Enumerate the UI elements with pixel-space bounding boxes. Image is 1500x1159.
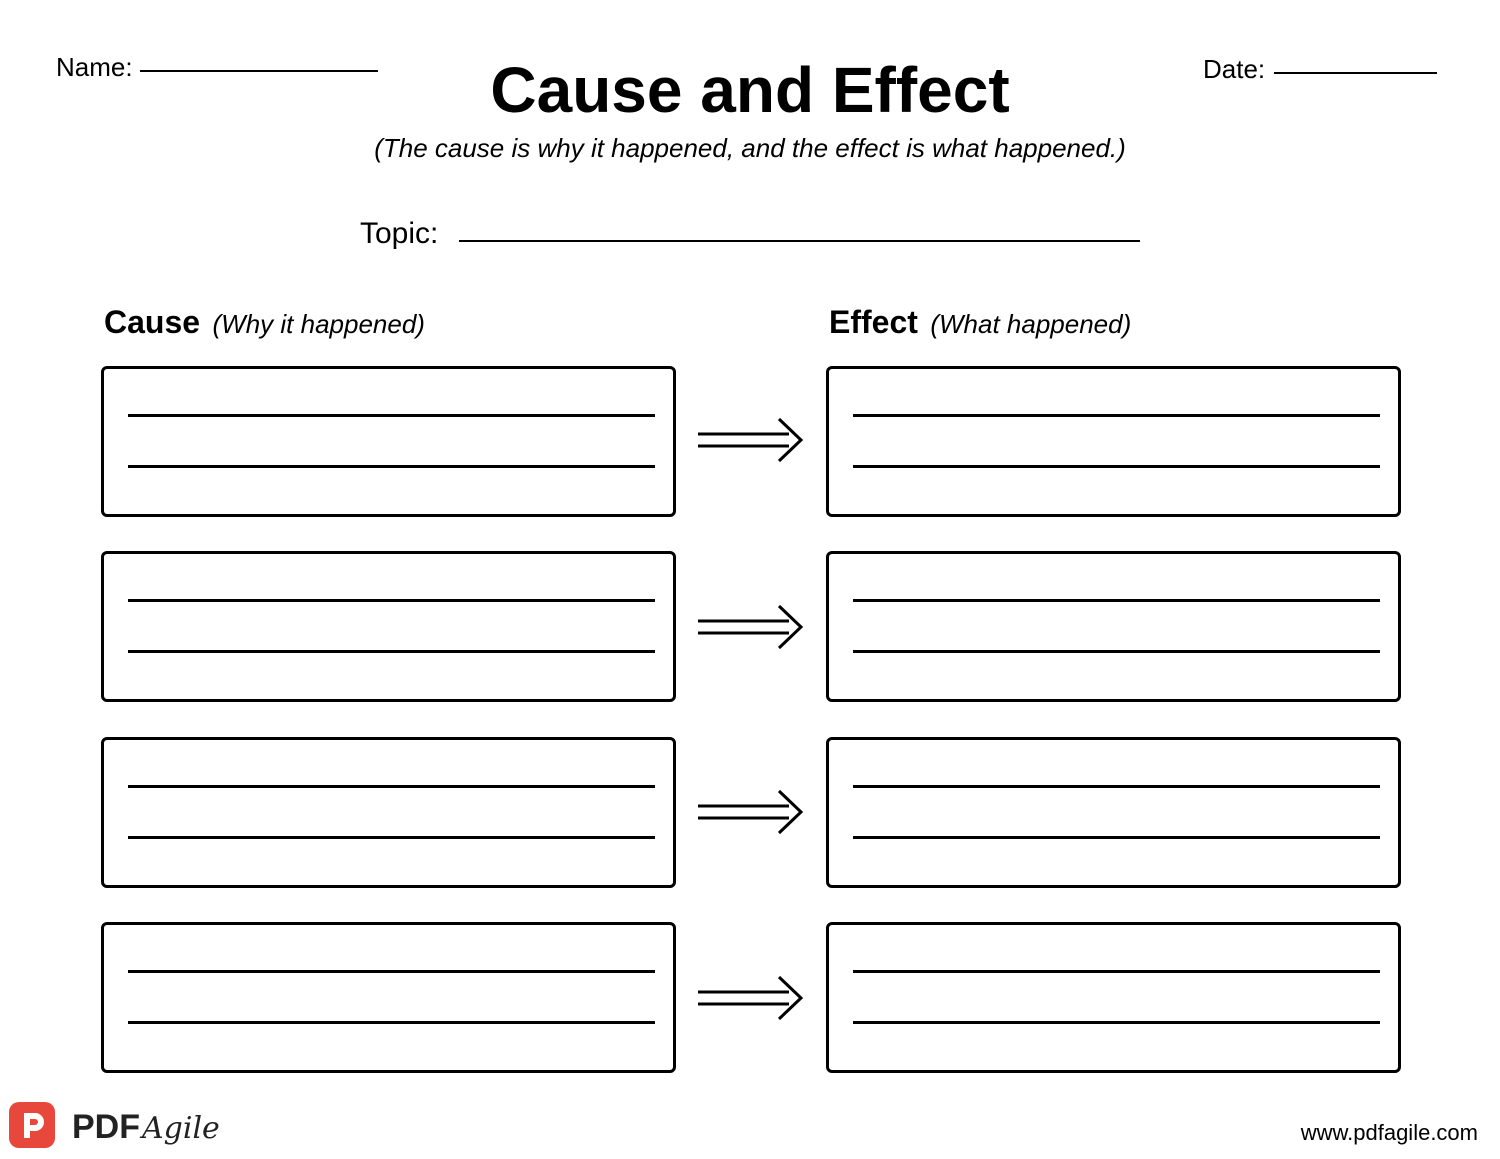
cause-box-4[interactable]: [101, 922, 676, 1073]
page-subtitle: (The cause is why it happened, and the effect is what happened.): [374, 133, 1126, 163]
topic-field-line[interactable]: [459, 240, 1140, 242]
double-arrow-right-icon: [697, 602, 807, 652]
cause-heading-group: [104, 306, 425, 338]
cause-box-1[interactable]: [101, 366, 676, 517]
writing-line: [853, 785, 1380, 788]
brand-wordmark: [72, 1110, 220, 1144]
effect-heading: Effect: [829, 304, 918, 340]
writing-line: [128, 414, 655, 417]
topic-label: Topic:: [360, 217, 439, 250]
cause-heading: Cause: [104, 304, 201, 340]
double-arrow-right-icon: [697, 973, 807, 1023]
date-field-line[interactable]: [1274, 72, 1437, 74]
writing-line: [853, 836, 1380, 839]
writing-line: [128, 970, 655, 973]
effect-box-2[interactable]: [826, 551, 1401, 702]
effect-box-4[interactable]: [826, 922, 1401, 1073]
writing-line: [128, 650, 655, 653]
writing-line: [853, 650, 1380, 653]
cause-box-2[interactable]: [101, 551, 676, 702]
writing-line: [853, 414, 1380, 417]
footer-url: www.pdfagile.com: [1300, 1120, 1478, 1145]
writing-line: [853, 599, 1380, 602]
writing-line: [128, 599, 655, 602]
writing-line: [128, 1021, 655, 1024]
name-label: Name:: [56, 52, 133, 82]
pdfagile-logo-icon: [9, 1102, 55, 1148]
page-title: Cause and Effect: [490, 54, 1010, 126]
writing-line: [128, 836, 655, 839]
date-label: Date:: [1203, 54, 1266, 84]
effect-heading-group: [829, 306, 1131, 338]
brand-wordmark-bold: PDF: [72, 1108, 140, 1146]
double-arrow-right-icon: [697, 787, 807, 837]
cause-box-3[interactable]: [101, 737, 676, 888]
double-arrow-right-icon: [697, 415, 807, 465]
writing-line: [853, 970, 1380, 973]
brand-wordmark-script: Agile: [142, 1111, 220, 1146]
writing-line: [128, 785, 655, 788]
effect-subheading: (What happened): [930, 309, 1132, 339]
writing-line: [853, 1021, 1380, 1024]
writing-line: [853, 465, 1380, 468]
writing-line: [128, 465, 655, 468]
effect-box-3[interactable]: [826, 737, 1401, 888]
effect-box-1[interactable]: [826, 366, 1401, 517]
cause-subheading: (Why it happened): [212, 309, 425, 339]
